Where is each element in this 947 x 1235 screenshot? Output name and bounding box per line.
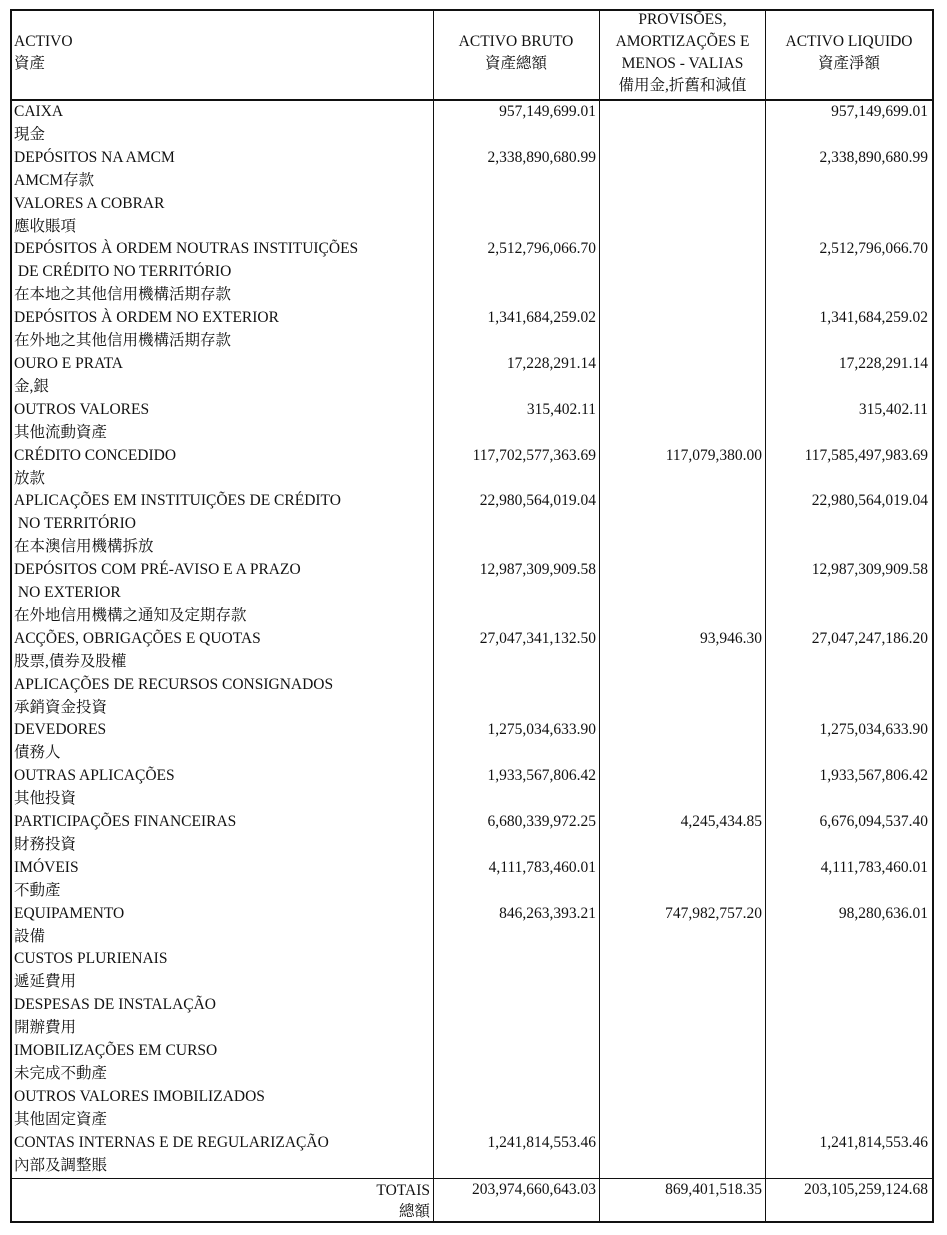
row-label-zh: 其他流動資產: [14, 423, 108, 441]
row-label-zh: 金,銀: [14, 377, 49, 395]
row-activo-bruto: 846,263,393.21: [499, 904, 596, 922]
row-activo-liquido: 1,933,567,806.42: [819, 767, 928, 785]
table-row-label: [14, 810, 432, 856]
table-row-label: [14, 398, 432, 444]
row-activo-liquido: 22,980,564,019.04: [811, 492, 928, 510]
row-label-zh: 遞延費用: [14, 973, 77, 991]
header-activo-liquido-pt: ACTIVO LIQUIDO: [785, 33, 913, 50]
row-label-pt: DE CRÉDITO NO TERRITÓRIO: [14, 263, 232, 281]
table-row-label: [14, 856, 432, 902]
row-activo-bruto: 2,338,890,680.99: [487, 148, 596, 166]
totals-liquido: 203,105,259,124.68: [804, 1181, 928, 1198]
row-label-zh: 現金: [14, 126, 46, 143]
row-activo-bruto: 6,680,339,972.25: [487, 812, 596, 830]
row-activo-liquido: 17,228,291.14: [838, 354, 928, 372]
row-activo-bruto: 117,702,577,363.69: [472, 446, 596, 464]
row-label-pt: IMÓVEIS: [14, 858, 79, 876]
row-label-zh: 在外地信用機構之通知及定期存款: [14, 607, 247, 624]
totals-label-zh: 總額: [398, 1203, 430, 1220]
row-label-zh: 股票,債券及股權: [14, 652, 127, 670]
row-activo-bruto: 12,987,309,909.58: [479, 561, 596, 578]
row-label-pt: PARTICIPAÇÕES FINANCEIRAS: [14, 812, 237, 830]
table-row-label: [14, 558, 432, 627]
table-row-label: [14, 444, 432, 490]
header-activo-liquido: [766, 31, 932, 75]
row-activo-liquido: 1,275,034,633.90: [819, 721, 928, 739]
row-label-pt: DEPÓSITOS NA AMCM: [14, 148, 175, 166]
header-activo-zh: 資產: [14, 55, 46, 72]
table-row-label: [14, 993, 432, 1039]
row-activo-bruto: 2,512,796,066.70: [487, 240, 596, 258]
row-activo-bruto: 22,980,564,019.04: [479, 492, 596, 510]
row-activo-liquido: 4,111,783,460.01: [820, 858, 928, 876]
table-row-label: [14, 306, 432, 352]
header-provisoes-line: MENOS - VALIAS: [621, 55, 744, 72]
table-row-label: [14, 1039, 432, 1085]
row-label-zh: 在本澳信用機構拆放: [14, 538, 154, 556]
row-activo-bruto: 4,111,783,460.01: [488, 858, 596, 876]
row-activo-bruto: 1,341,684,259.02: [487, 309, 596, 327]
row-label-pt: NO TERRITÓRIO: [14, 515, 136, 533]
header-activo-pt: ACTIVO: [14, 33, 73, 50]
row-activo-liquido: 6,676,094,537.40: [819, 812, 928, 830]
table-row-label: [14, 146, 432, 192]
table-row-label: [14, 237, 432, 306]
column-divider: [433, 9, 434, 1223]
totals-label-pt: TOTAIS: [376, 1182, 430, 1199]
row-provisoes: 117,079,380.00: [665, 446, 762, 464]
row-label-pt: APLICAÇÕES DE RECURSOS CONSIGNADOS: [14, 675, 334, 693]
table-row-label: [14, 764, 432, 810]
row-label-pt: DEVEDORES: [14, 721, 107, 739]
header-provisoes-zh: 備用金,折舊和減值: [618, 77, 747, 94]
row-activo-bruto: 315,402.11: [526, 400, 596, 418]
row-label-pt: OUTRAS APLICAÇÕES: [14, 767, 175, 785]
table-row-label: [14, 1131, 432, 1177]
row-label-pt: CRÉDITO CONCEDIDO: [14, 446, 177, 464]
header-provisoes-line: PROVISÕES,: [638, 11, 727, 28]
row-label-pt: OUTROS VALORES IMOBILIZADOS: [14, 1087, 265, 1105]
table-row-label: [14, 627, 432, 673]
row-label-pt: DEPÓSITOS À ORDEM NO EXTERIOR: [14, 309, 279, 327]
row-label-zh: 其他投資: [14, 790, 77, 808]
totals-provisoes: 869,401,518.35: [665, 1181, 762, 1198]
row-label-zh: 其他固定資產: [14, 1110, 108, 1128]
row-label-pt: IMOBILIZAÇÕES EM CURSO: [14, 1041, 218, 1059]
totals-bruto: 203,974,660,643.03: [472, 1181, 596, 1198]
row-label-pt: DEPÓSITOS À ORDEM NOUTRAS INSTITUIÇÕES: [14, 240, 359, 258]
row-activo-liquido: 2,338,890,680.99: [819, 148, 928, 166]
row-label-pt: EQUIPAMENTO: [14, 904, 125, 922]
row-activo-liquido: 957,149,699.01: [831, 103, 928, 120]
row-label-pt: CONTAS INTERNAS E DE REGULARIZAÇÃO: [14, 1133, 329, 1151]
table-row-label: [14, 1085, 432, 1131]
row-label-zh: 債務人: [14, 744, 61, 762]
row-activo-bruto: 17,228,291.14: [506, 354, 596, 372]
row-label-zh: 開辦費用: [14, 1019, 77, 1037]
row-activo-bruto: 1,933,567,806.42: [487, 767, 596, 785]
column-divider: [599, 9, 600, 1223]
row-activo-bruto: 957,149,699.01: [499, 103, 596, 120]
row-label-pt: DEPÓSITOS COM PRÉ-AVISO E A PRAZO: [14, 561, 301, 578]
table-row-label: [14, 100, 432, 146]
table-row-label: [14, 673, 432, 719]
row-activo-liquido: 2,512,796,066.70: [819, 240, 928, 258]
row-activo-liquido: 1,341,684,259.02: [819, 309, 928, 327]
row-activo-bruto: 1,275,034,633.90: [487, 721, 596, 739]
row-activo-bruto: 1,241,814,553.46: [487, 1133, 596, 1151]
row-activo-bruto: 27,047,341,132.50: [479, 629, 596, 647]
row-label-pt: OUTROS VALORES: [14, 400, 150, 418]
column-divider: [765, 9, 766, 1223]
row-label-zh: 財務投資: [14, 835, 77, 853]
row-activo-liquido: 117,585,497,983.69: [804, 446, 928, 464]
table-row-label: [14, 902, 432, 948]
row-label-pt: VALORES A COBRAR: [14, 194, 165, 212]
row-label-zh: 未完成不動產: [14, 1064, 108, 1082]
row-activo-liquido: 98,280,636.01: [838, 904, 928, 922]
header-provisoes-line: AMORTIZAÇÕES E: [615, 33, 750, 50]
row-label-zh: 應收賬項: [14, 217, 77, 235]
row-label-pt: CAIXA: [14, 103, 64, 120]
row-activo-liquido: 12,987,309,909.58: [811, 561, 928, 578]
row-label-pt: ACÇÕES, OBRIGAÇÕES E QUOTAS: [14, 629, 261, 647]
header-activo-bruto-zh: 資產總額: [484, 55, 547, 72]
table-row-label: [14, 718, 432, 764]
row-label-pt: NO EXTERIOR: [14, 584, 121, 601]
row-label-zh: AMCM存款: [14, 171, 95, 189]
table-row-label: [14, 947, 432, 993]
row-label-zh: 放款: [14, 469, 46, 487]
row-label-pt: APLICAÇÕES EM INSTITUIÇÕES DE CRÉDITO: [14, 492, 341, 510]
header-activo-bruto-pt: ACTIVO BRUTO: [458, 33, 574, 50]
table-row-label: [14, 352, 432, 398]
header-activo-liquido-zh: 資產淨額: [817, 55, 880, 72]
row-label-pt: CUSTOS PLURIENAIS: [14, 950, 168, 968]
row-label-zh: 在外地之其他信用機構活期存款: [14, 332, 232, 350]
table-row-label: [14, 489, 432, 558]
header-activo-bruto: [436, 31, 596, 75]
row-provisoes: 93,946.30: [700, 629, 762, 647]
row-label-zh: 承銷資金投資: [14, 698, 108, 716]
row-provisoes: 747,982,757.20: [665, 904, 762, 922]
row-label-pt: OURO E PRATA: [14, 354, 123, 372]
row-provisoes: 4,245,434.85: [680, 812, 762, 830]
table-row-label: [14, 192, 432, 238]
header-activo: [14, 31, 314, 75]
row-label-zh: 不動產: [14, 881, 61, 899]
row-activo-liquido: 1,241,814,553.46: [819, 1133, 928, 1151]
totals-label: [14, 1180, 430, 1222]
row-label-zh: 在本地之其他信用機構活期存款: [14, 286, 232, 304]
row-label-pt: DESPESAS DE INSTALAÇÃO: [14, 996, 216, 1014]
row-label-zh: 設備: [14, 927, 46, 945]
header-provisoes: [600, 9, 765, 97]
row-label-zh: 內部及調整賬: [14, 1156, 108, 1174]
row-activo-liquido: 315,402.11: [858, 400, 928, 418]
row-activo-liquido: 27,047,247,186.20: [811, 629, 928, 647]
